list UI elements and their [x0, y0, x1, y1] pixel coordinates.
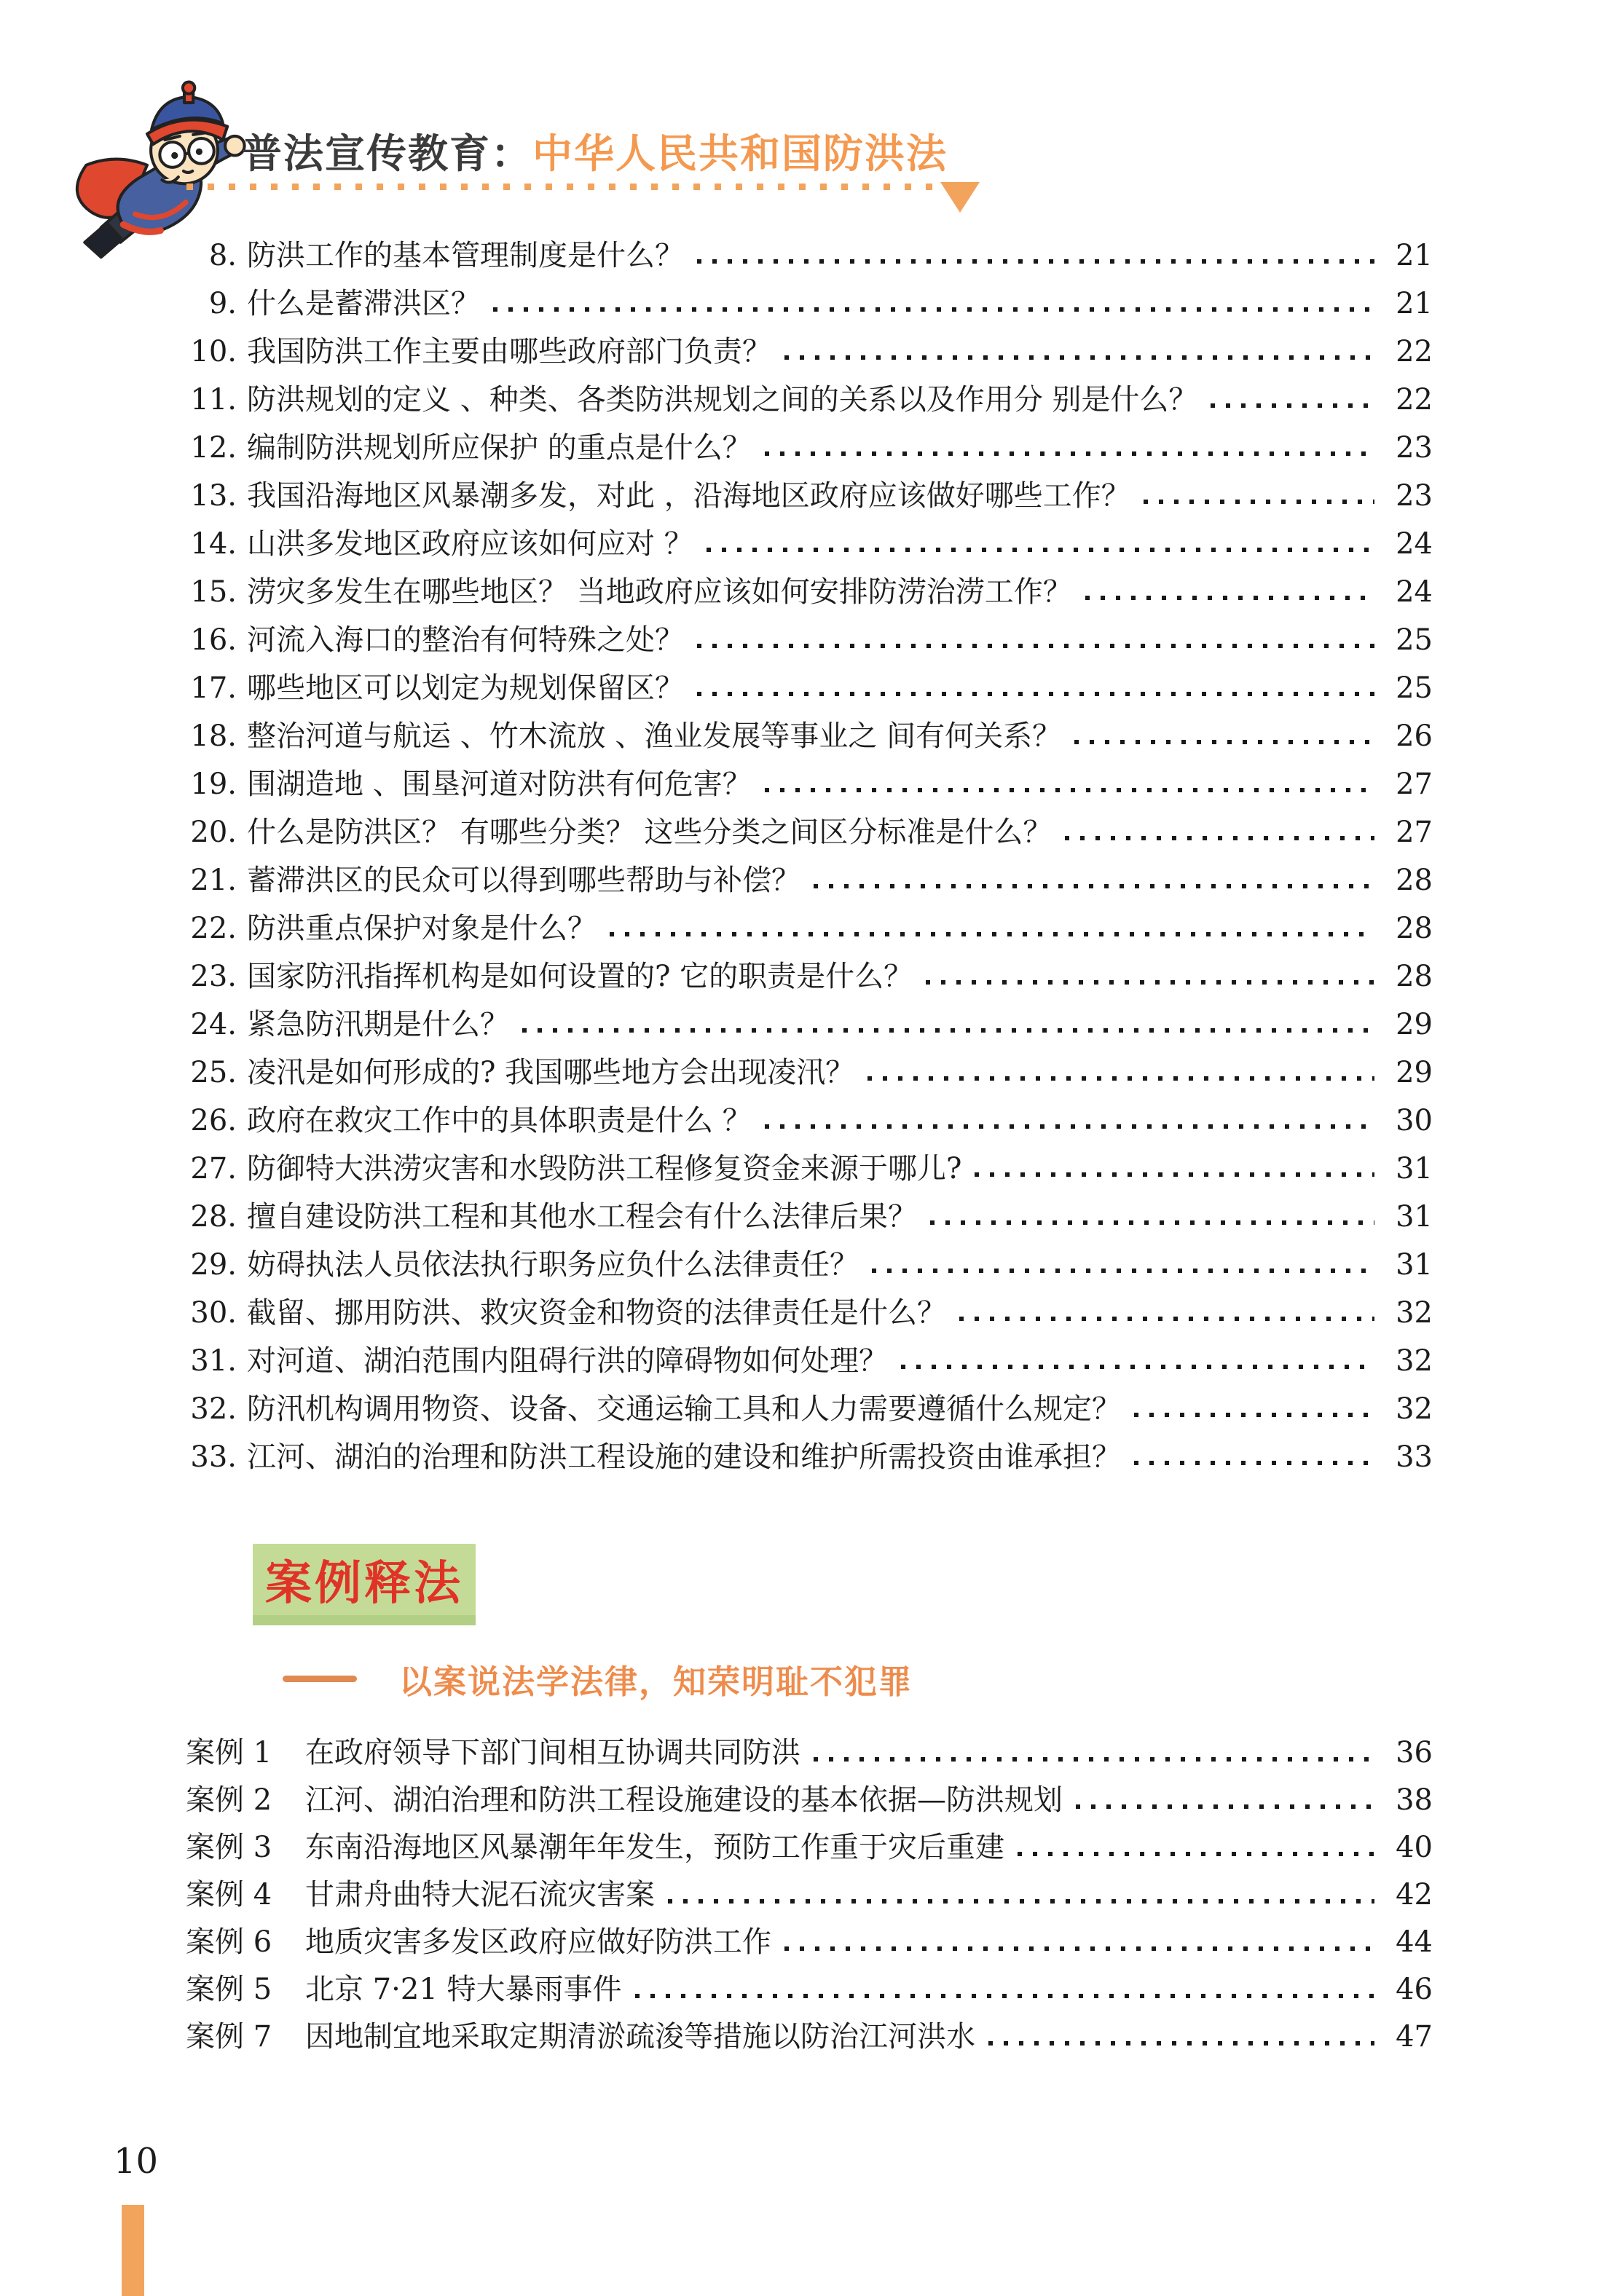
toc-row-label: 27. — [190, 1152, 237, 1186]
page-number: 10 — [114, 2141, 159, 2182]
dot-leader — [988, 2041, 1374, 2046]
case-row-page: 40 — [1396, 1831, 1433, 1864]
toc-row-page: 32 — [1396, 1296, 1433, 1330]
toc-row — [186, 520, 1433, 568]
dot-leader — [765, 1124, 1374, 1129]
case-row-page: 44 — [1396, 1925, 1433, 1959]
dot-leader — [901, 1365, 1374, 1369]
toc-row-text: 河流入海口的整治有何特殊之处？ — [247, 623, 684, 657]
toc-row-text: 围湖造地 、围垦河道对防洪有何危害？ — [247, 768, 752, 801]
toc-row-label: 14. — [190, 527, 237, 561]
page-header-title — [242, 122, 948, 185]
case-row — [186, 2013, 1433, 2061]
toc-case-list — [186, 1729, 1433, 2061]
case-row-label: 案例 1 — [186, 1736, 272, 1770]
toc-row-label: 30. — [190, 1296, 237, 1330]
dot-leader — [1085, 596, 1374, 600]
toc-row-page: 25 — [1396, 671, 1433, 705]
toc-row-text: 我国沿海地区风暴潮多发，对此 ，沿海地区政府应该做好哪些工作？ — [247, 479, 1130, 513]
dot-leader — [1211, 403, 1374, 408]
toc-row-page: 31 — [1396, 1248, 1433, 1282]
toc-row — [186, 808, 1433, 856]
case-row-text: 地质灾害多发区政府应做好防洪工作 — [305, 1925, 771, 1959]
case-row-page: 46 — [1396, 1973, 1433, 2006]
toc-row-text: 江河、湖泊的治理和防洪工程设施的建设和维护所需投资由谁承担？ — [247, 1440, 1121, 1474]
dot-leader — [872, 1269, 1374, 1273]
toc-row-text: 涝灾多发生在哪些地区？ 当地政府应该如何安排防涝治涝工作？ — [247, 575, 1072, 609]
toc-row-page: 31 — [1396, 1152, 1433, 1186]
toc-row-text: 整治河道与航运 、竹木流放 、渔业发展等事业之 间有何关系？ — [247, 719, 1062, 753]
toc-row-text: 蓄滞洪区的民众可以得到哪些帮助与补偿？ — [247, 864, 800, 897]
toc-row-page: 32 — [1396, 1392, 1433, 1426]
toc-row-page: 27 — [1396, 816, 1433, 849]
brand-text-dark: 普法宣传教育： — [242, 130, 533, 177]
toc-row — [186, 712, 1433, 760]
section-title-case-interpretation: 案例释法 — [253, 1544, 476, 1625]
toc-row-page: 29 — [1396, 1056, 1433, 1089]
toc-row-page: 25 — [1396, 623, 1433, 657]
toc-row-page: 22 — [1396, 335, 1433, 368]
toc-row-label: 19. — [190, 768, 237, 801]
toc-row-text: 我国防洪工作主要由哪些政府部门负责？ — [247, 335, 771, 368]
dot-leader — [975, 1172, 1374, 1177]
case-row-text: 因地制宜地采取定期清淤疏浚等措施以防治江河洪水 — [305, 2020, 975, 2054]
case-row-text: 甘肃舟曲特大泥石流灾害案 — [305, 1878, 655, 1912]
toc-row — [186, 376, 1433, 424]
toc-row — [186, 1385, 1433, 1433]
toc-row — [186, 1433, 1433, 1481]
toc-row-page: 23 — [1396, 431, 1433, 465]
toc-row — [186, 1289, 1433, 1337]
toc-row-label: 16. — [190, 623, 237, 657]
toc-row-label: 18. — [190, 719, 237, 753]
case-row-page: 36 — [1396, 1736, 1433, 1770]
toc-row-page: 24 — [1396, 527, 1433, 561]
toc-row — [186, 1049, 1433, 1097]
case-row-label: 案例 5 — [186, 1973, 272, 2006]
toc-row-page: 22 — [1396, 383, 1433, 417]
toc-row-text: 国家防汛指挥机构是如何设置的? 它的职责是什么？ — [247, 960, 913, 993]
toc-row-text: 防洪重点保护对象是什么？ — [247, 912, 597, 945]
dot-leader — [867, 1076, 1374, 1081]
dot-leader — [610, 932, 1374, 936]
toc-row-page: 29 — [1396, 1008, 1433, 1041]
toc-row-page: 28 — [1396, 960, 1433, 993]
brand-text-orange: 中华人民共和国防洪法 — [532, 130, 948, 177]
toc-row — [186, 328, 1433, 376]
toc-row — [186, 1241, 1433, 1289]
case-row-page: 47 — [1396, 2020, 1433, 2054]
orange-dotted-divider — [186, 184, 937, 190]
toc-row-label: 22. — [190, 912, 237, 945]
dot-leader — [1065, 836, 1374, 840]
toc-row-label: 21. — [190, 864, 237, 897]
dot-leader — [697, 644, 1374, 648]
toc-row-page: 28 — [1396, 912, 1433, 945]
dot-leader — [707, 548, 1374, 552]
toc-row-text: 截留、挪用防洪、救灾资金和物资的法律责任是什么？ — [247, 1296, 946, 1330]
toc-row-page: 27 — [1396, 768, 1433, 801]
toc-row-text: 擅自建设防洪工程和其他水工程会有什么法律后果？ — [247, 1200, 917, 1234]
toc-row — [186, 952, 1433, 1001]
section-subtitle — [283, 1654, 913, 1703]
dot-leader — [1018, 1852, 1374, 1856]
toc-row — [186, 1097, 1433, 1145]
toc-row-text: 编制防洪规划所应保护 的重点是什么？ — [247, 431, 752, 465]
case-row-label: 案例 2 — [186, 1783, 272, 1817]
case-row-page: 42 — [1396, 1878, 1433, 1912]
toc-row — [186, 1193, 1433, 1241]
toc-row — [186, 424, 1433, 472]
case-row — [186, 1966, 1433, 2013]
toc-row — [186, 280, 1433, 328]
toc-row-page: 32 — [1396, 1344, 1433, 1378]
toc-row-label: 26. — [190, 1104, 237, 1137]
dot-leader — [697, 692, 1374, 696]
dot-leader — [814, 1757, 1374, 1762]
toc-row — [186, 1145, 1433, 1193]
section-subtitle-text: 以案说法学法律，知荣明耻不犯罪 — [399, 1662, 913, 1701]
toc-row-label: 15. — [190, 575, 237, 609]
dot-leader — [522, 1028, 1374, 1033]
toc-row-page: 31 — [1396, 1200, 1433, 1234]
toc-row-text: 凌汛是如何形成的? 我国哪些地方会出现凌汛？ — [247, 1056, 855, 1089]
dot-leader — [784, 1946, 1374, 1951]
case-row — [186, 1824, 1433, 1871]
toc-row-label: 25. — [190, 1056, 237, 1089]
triangle-down-icon — [940, 182, 980, 213]
toc-row-label: 10. — [190, 335, 237, 368]
case-row — [186, 1871, 1433, 1919]
toc-row-text: 防洪工作的基本管理制度是什么？ — [247, 239, 684, 272]
case-row-text: 江河、湖泊治理和防洪工程设施建设的基本依据—防洪规划 — [305, 1783, 1063, 1817]
toc-row-page: 21 — [1396, 239, 1433, 272]
toc-row-text: 哪些地区可以划定为规划保留区？ — [247, 671, 684, 705]
toc-row-label: 32. — [190, 1392, 237, 1426]
toc-row-label: 13. — [190, 479, 237, 513]
toc-row-page: 28 — [1396, 864, 1433, 897]
case-row — [186, 1729, 1433, 1777]
toc-row-text: 紧急防汛期是什么？ — [247, 1008, 509, 1041]
dot-leader — [1134, 1413, 1374, 1417]
toc-question-list — [186, 232, 1433, 1481]
toc-row-label: 31. — [190, 1344, 237, 1378]
dot-leader — [668, 1899, 1374, 1904]
em-dash-bar — [283, 1676, 357, 1682]
toc-row-text: 政府在救灾工作中的具体职责是什么 ？ — [247, 1104, 752, 1137]
toc-row-label: 28. — [190, 1200, 237, 1234]
dot-leader — [493, 307, 1374, 312]
toc-row — [186, 472, 1433, 520]
toc-row-page: 26 — [1396, 719, 1433, 753]
toc-row-text: 对河道、湖泊范围内阻碍行洪的障碍物如何处理？ — [247, 1344, 888, 1378]
case-row-label: 案例 4 — [186, 1878, 272, 1912]
case-row-label: 案例 7 — [186, 2020, 272, 2054]
toc-row — [186, 904, 1433, 952]
toc-row-label: 23. — [190, 960, 237, 993]
case-row-text: 东南沿海地区风暴潮年年发生，预防工作重于灾后重建 — [305, 1831, 1004, 1864]
toc-row — [186, 1337, 1433, 1385]
dot-leader — [784, 355, 1374, 360]
toc-row — [186, 616, 1433, 664]
toc-row — [186, 1001, 1433, 1049]
dot-leader — [1074, 740, 1374, 744]
case-row-label: 案例 6 — [186, 1925, 272, 1959]
toc-row-page: 33 — [1396, 1440, 1433, 1474]
toc-row-label: 9. — [208, 287, 237, 320]
toc-row-page: 21 — [1396, 287, 1433, 320]
dot-leader — [765, 451, 1374, 456]
toc-row-label: 8. — [208, 239, 237, 272]
dot-leader — [959, 1317, 1374, 1321]
dot-leader — [635, 1994, 1375, 1998]
toc-row-label: 17. — [190, 671, 237, 705]
dot-leader — [814, 884, 1374, 888]
toc-row-page: 30 — [1396, 1104, 1433, 1137]
toc-row — [186, 568, 1433, 616]
dot-leader — [926, 980, 1374, 985]
toc-row — [186, 664, 1433, 712]
case-row-page: 38 — [1396, 1783, 1433, 1817]
toc-row-label: 24. — [190, 1008, 237, 1041]
toc-row-text: 防御特大洪涝灾害和水毁防洪工程修复资金来源于哪儿? — [247, 1152, 962, 1186]
dot-leader — [930, 1220, 1374, 1225]
toc-row-text: 防洪规划的定义 、种类、各类防洪规划之间的关系以及作用分 别是什么？ — [247, 383, 1198, 417]
case-row — [186, 1919, 1433, 1966]
case-row — [186, 1777, 1433, 1824]
toc-row-page: 24 — [1396, 575, 1433, 609]
case-row-text: 北京 7·21 特大暴雨事件 — [305, 1973, 622, 2006]
toc-row-text: 什么是防洪区？ 有哪些分类？ 这些分类之间区分标准是什么？ — [247, 816, 1053, 849]
toc-row-text: 什么是蓄滞洪区？ — [247, 287, 480, 320]
case-row-label: 案例 3 — [186, 1831, 272, 1864]
dot-leader — [697, 259, 1374, 264]
toc-row — [186, 856, 1433, 904]
toc-row-label: 11. — [190, 383, 237, 417]
toc-row-label: 33. — [190, 1440, 237, 1474]
toc-row-text: 防汛机构调用物资、设备、交通运输工具和人力需要遵循什么规定？ — [247, 1392, 1121, 1426]
dot-leader — [1144, 500, 1374, 504]
toc-row — [186, 232, 1433, 280]
dot-leader — [1076, 1804, 1374, 1809]
toc-row — [186, 760, 1433, 808]
footer-orange-bar — [122, 2205, 144, 2296]
toc-row-text: 山洪多发地区政府应该如何应对 ？ — [247, 527, 693, 561]
dot-leader — [765, 788, 1374, 792]
toc-row-label: 12. — [190, 431, 237, 465]
case-row-text: 在政府领导下部门间相互协调共同防洪 — [305, 1736, 800, 1770]
dot-leader — [1134, 1461, 1374, 1465]
toc-row-page: 23 — [1396, 479, 1433, 513]
toc-row-label: 20. — [190, 816, 237, 849]
toc-row-text: 妨碍执法人员依法执行职务应负什么法律责任？ — [247, 1248, 859, 1282]
toc-row-label: 29. — [190, 1248, 237, 1282]
